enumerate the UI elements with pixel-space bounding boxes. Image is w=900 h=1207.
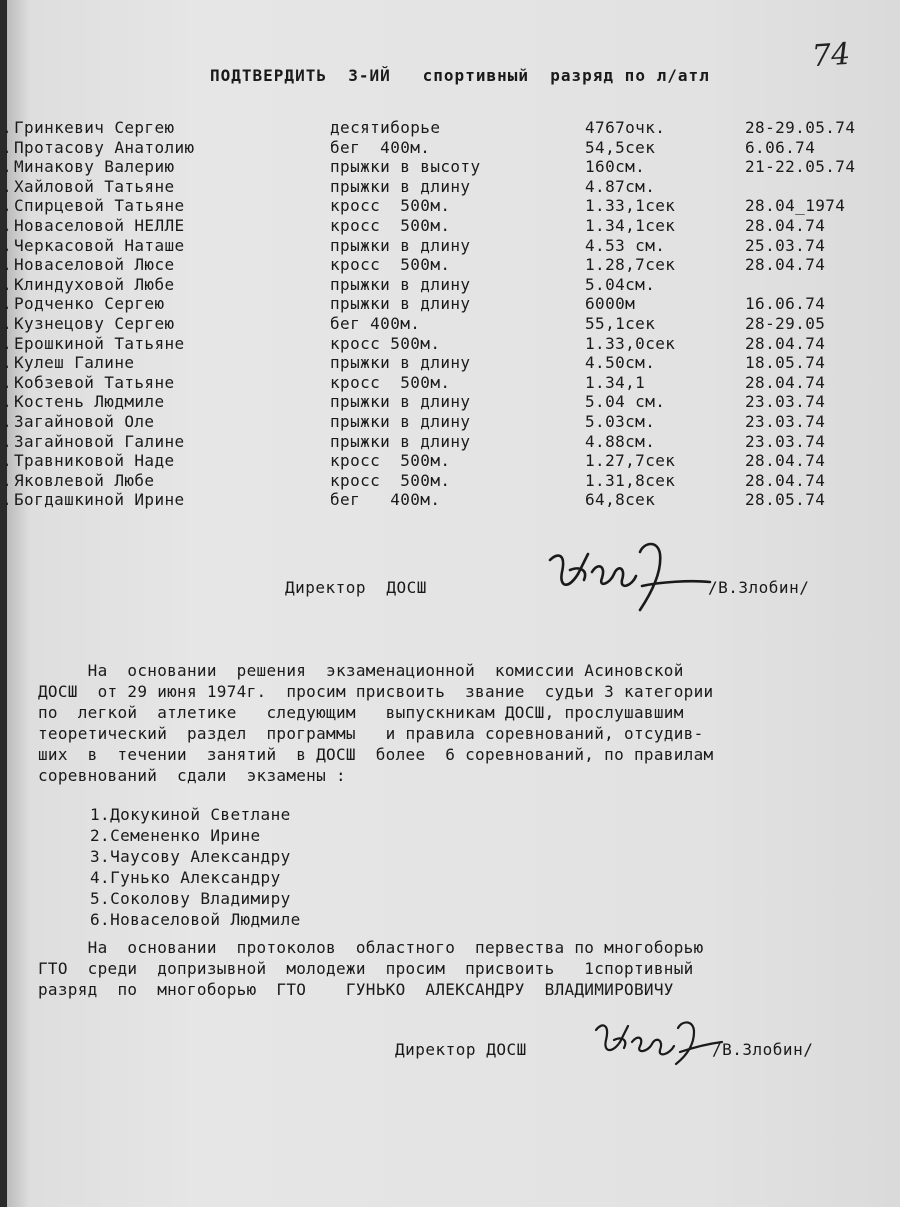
athlete-name: Костень Людмиле: [14, 392, 165, 412]
table-row: [0, 471, 900, 491]
paragraph-line: ДОСШ от 29 июня 1974г. просим присвоить звание судьи 3 категории: [38, 682, 714, 701]
athlete-name: Протасову Анатолию: [14, 137, 195, 157]
date: 28-29.05: [745, 314, 826, 333]
event: прыжки в высоту: [330, 157, 481, 177]
paragraph-line: соревнований сдали экзамены :: [38, 766, 346, 785]
row-number: .: [2, 118, 13, 137]
table-row: [0, 294, 900, 314]
table-row: [0, 255, 900, 275]
table-row: [0, 432, 900, 452]
athlete-name: Родченко Сергею: [14, 294, 165, 314]
athlete-name: Загайновой Оле: [14, 412, 155, 431]
date: 28.04.74: [745, 333, 826, 353]
table-row: [0, 138, 900, 158]
event: десятиборье: [330, 118, 441, 137]
date: 18.05.74: [745, 353, 826, 373]
athlete-name: Ерошкиной Татьяне: [14, 333, 185, 353]
director-name-2: /В.Злобин/: [712, 1040, 814, 1059]
athlete-name: Гринкевич Сергею: [14, 118, 175, 137]
athlete-name: Хайловой Татьяне: [14, 176, 175, 196]
table-row: [0, 353, 900, 373]
row-number: .: [2, 274, 13, 294]
table-row: [0, 118, 900, 138]
athlete-name: Минакову Валерию: [14, 157, 175, 177]
row-number: .: [2, 412, 13, 431]
table-row: [0, 314, 900, 334]
table-row: [0, 157, 900, 177]
date: 28.04.74: [745, 451, 826, 471]
row-number: .: [2, 196, 13, 216]
paragraph-line: На основании решения экзаменационной комиссии Асиновской: [38, 661, 684, 680]
row-number: .: [2, 314, 13, 333]
list-item: 5.Соколову Владимиру: [90, 889, 291, 908]
table-row: [0, 490, 900, 510]
event: прыжки в длину: [330, 176, 471, 196]
row-number: .: [2, 490, 13, 510]
event: прыжки в длину: [330, 294, 471, 314]
athlete-name: Богдашкиной Ирине: [14, 490, 185, 510]
event: бег 400м.: [330, 490, 441, 510]
row-number: .: [2, 294, 13, 314]
result: 54,5сек: [585, 137, 656, 157]
event: прыжки в длину: [330, 235, 471, 255]
event: прыжки в длину: [330, 431, 471, 451]
result: 64,8сек: [585, 490, 656, 510]
table-row: [0, 275, 900, 295]
paragraph-line: по легкой атлетике следующим выпускникам ДОСШ, прослушавшим: [38, 703, 684, 722]
director-label-1: Директор ДОСШ: [285, 578, 427, 597]
paragraph-gto: [38, 937, 878, 1000]
list-item: 2.Семененко Ирине: [90, 826, 261, 845]
row-number: .: [2, 470, 13, 490]
director-name-1: /В.Злобин/: [708, 578, 810, 597]
event: прыжки в длину: [330, 353, 471, 373]
athlete-name: Спирцевой Татьяне: [14, 196, 185, 216]
result: 1.31,8сек: [585, 470, 676, 490]
date: 23.03.74: [745, 431, 826, 451]
result: 4.87см.: [585, 176, 656, 196]
paragraph-line: На основании протоколов областного первества по многоборью: [38, 938, 704, 957]
athlete-name: Травниковой Наде: [14, 451, 175, 471]
athlete-name: Кузнецову Сергею: [14, 314, 175, 333]
row-number: .: [2, 333, 13, 353]
result: 55,1сек: [585, 314, 656, 333]
date: 23.03.74: [745, 392, 826, 412]
row-number: .: [2, 372, 13, 392]
result: 1.33,1сек: [585, 196, 676, 216]
page-number: 74: [810, 36, 852, 75]
result: 4.88см.: [585, 431, 656, 451]
date: 28-29.05.74: [745, 118, 856, 137]
event: кросс 500м.: [330, 451, 451, 471]
event: кросс 500м.: [330, 470, 451, 490]
row-number: .: [2, 451, 13, 471]
director-signature-2: [588, 1012, 728, 1067]
event: прыжки в длину: [330, 274, 471, 294]
result: 160см.: [585, 157, 646, 177]
date: 21-22.05.74: [745, 157, 856, 177]
result: 1.33,0сек: [585, 333, 676, 353]
athlete-name: Яковлевой Любе: [14, 470, 155, 490]
athlete-name: Кобзевой Татьяне: [14, 372, 175, 392]
date: 28.05.74: [745, 490, 826, 510]
table-row: [0, 451, 900, 471]
result: 5.04см.: [585, 274, 656, 294]
date: 28.04.74: [745, 470, 826, 490]
result: 1.27,7сек: [585, 451, 676, 471]
paragraph-line: теоретический раздел программы и правила соревнований, отсудив-: [38, 724, 704, 743]
event: кросс 500м.: [330, 333, 441, 353]
event: кросс 500м.: [330, 216, 451, 235]
result: 5.03см.: [585, 412, 656, 431]
table-row: [0, 334, 900, 354]
result: 6000м: [585, 294, 636, 314]
date: 28.04.74: [745, 216, 826, 235]
date: 6.06.74: [745, 137, 816, 157]
event: прыжки в длину: [330, 412, 471, 431]
athlete-name: Кулеш Галине: [14, 353, 135, 373]
director-signature-1: [540, 532, 720, 617]
event: бег 400м.: [330, 137, 431, 157]
list-item: 1.Докукиной Светлане: [90, 805, 291, 824]
row-number: .: [2, 431, 13, 451]
row-number: .: [2, 137, 13, 157]
result: 1.34,1сек: [585, 216, 676, 235]
table-row: [0, 177, 900, 197]
row-number: .: [2, 216, 13, 235]
table-row: [0, 412, 900, 432]
director-label-2: Директор ДОСШ: [395, 1040, 527, 1059]
list-item: 6.Новаселовой Людмиле: [90, 910, 301, 929]
row-number: .: [2, 176, 13, 196]
row-number: .: [2, 392, 13, 412]
row-number: .: [2, 353, 13, 373]
event: кросс 500м.: [330, 196, 451, 216]
athlete-name: Новаселовой НЕЛЛЕ: [14, 216, 185, 235]
athlete-name: Загайновой Галине: [14, 431, 185, 451]
event: прыжки в длину: [330, 392, 471, 412]
event: кросс 500м.: [330, 255, 451, 275]
table-row: [0, 392, 900, 412]
date: 23.03.74: [745, 412, 826, 431]
table-row: [0, 196, 900, 216]
table-row: [0, 236, 900, 256]
paragraph-line: разряд по многоборью ГТО ГУНЬКО АЛЕКСАНДРУ ВЛАДИМИРОВИЧУ: [38, 980, 674, 999]
table-row: [0, 216, 900, 236]
date: 25.03.74: [745, 235, 826, 255]
paragraph-line: ГТО среди допризывной молодежи просим присвоить 1спортивный: [38, 959, 694, 978]
event: бег 400м.: [330, 314, 421, 333]
event: кросс 500м.: [330, 372, 451, 392]
athlete-name: Новаселовой Люсе: [14, 255, 175, 275]
date: 28.04.74: [745, 255, 826, 275]
table-row: [0, 373, 900, 393]
athlete-name: Клиндуховой Любе: [14, 274, 175, 294]
row-number: .: [2, 255, 13, 275]
result: 4.53 см.: [585, 235, 666, 255]
row-number: .: [2, 157, 13, 177]
result: 1.34,1: [585, 372, 646, 392]
result: 1.28,7сек: [585, 255, 676, 275]
paragraph-line: ших в течении занятий в ДОСШ более 6 соревнований, по правилам: [38, 745, 714, 764]
athlete-name: Черкасовой Наташе: [14, 235, 185, 255]
list-item: 3.Чаусову Александру: [90, 847, 291, 866]
date: 28.04.74: [745, 372, 826, 392]
date: 28.04_1974: [745, 196, 846, 216]
result: 4.50см.: [585, 353, 656, 373]
paragraph-judges: [38, 660, 878, 786]
row-number: .: [2, 235, 13, 255]
date: 16.06.74: [745, 294, 826, 314]
result: 4767очк.: [585, 118, 666, 137]
result: 5.04 см.: [585, 392, 666, 412]
list-item: 4.Гунько Александру: [90, 868, 281, 887]
document-title: ПОДТВЕРДИТЬ 3-ИЙ спортивный разряд по л/атл: [210, 66, 710, 85]
